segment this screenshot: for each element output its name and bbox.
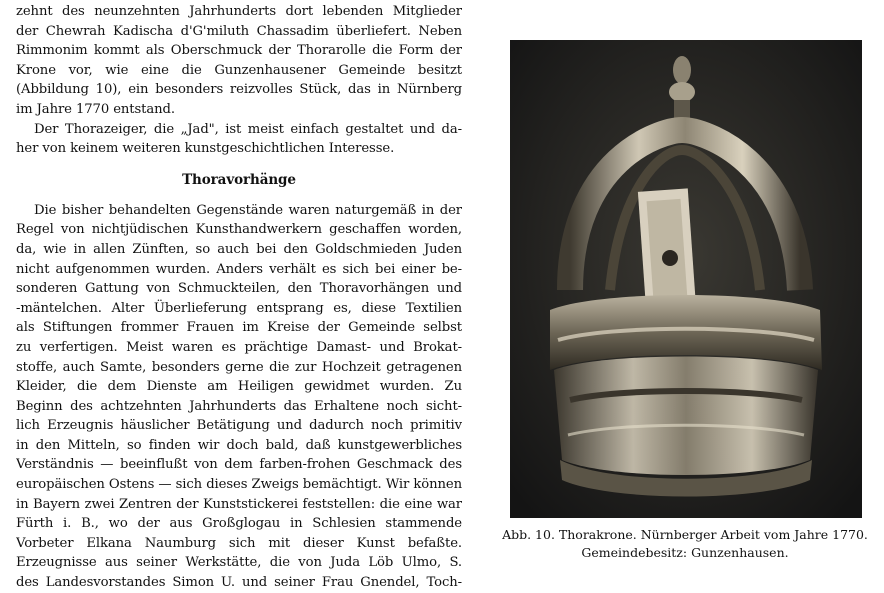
paragraph-1 xyxy=(16,2,462,120)
text-column xyxy=(16,2,462,593)
text-line: stoffe, auch Samte, besonders gerne die zur Hochzeit getragenen xyxy=(16,359,462,375)
text-line: da, wie in allen Zünften, so auch bei den Goldschmieden Juden xyxy=(16,241,462,257)
caption-line-1: Abb. 10. Thorakrone. Nürnberger Arbeit vom Jahre 1770. xyxy=(502,527,868,542)
text-line: zu verfertigen. Meist waren es prächtige Damast- und Brokat- xyxy=(16,339,462,355)
text-line: im Jahre 1770 entstand. xyxy=(16,101,175,117)
text-line: Verständnis — beeinflußt von dem farben-frohen Geschmack des xyxy=(16,457,462,473)
text-line: in Bayern zwei Zentren der Kunststickerei feststellen: die eine war xyxy=(16,496,462,512)
text-line: in den Mitteln, so finden wir doch bald, daß kunstgewerbliches xyxy=(16,437,462,453)
text-line: Die bisher behandelten Gegenstände waren naturgemäß in der xyxy=(34,202,462,218)
text-line: (Abbildung 10), ein besonders reizvolles Stück, das in Nürnberg xyxy=(16,82,462,98)
paragraph-2 xyxy=(16,120,462,159)
text-line: lich Erzeugnis häuslicher Betätigung und dadurch noch primitiv xyxy=(16,418,462,434)
section-heading: Thoravorhänge xyxy=(182,171,296,188)
text-line: Fürth i. B., wo der aus Großglogau in Schlesien stammende xyxy=(16,516,462,532)
text-line: Rimmonim kommt als Oberschmuck der Thorarolle die Form der xyxy=(16,43,462,59)
caption-line-2: Gemeindebesitz: Gunzenhausen. xyxy=(581,545,789,560)
text-line: Vorbeter Elkana Naumburg sich mit dieser Kunst befaßte. xyxy=(16,535,462,551)
torah-crown-photo xyxy=(510,40,862,518)
text-line: -mäntelchen. Alter Überlieferung entsprang es, diese Textilien xyxy=(16,300,462,316)
figure-caption xyxy=(494,526,876,562)
text-line: der Chewrah Kadischa d'G'miluth Chassadim überliefert. Neben xyxy=(16,23,462,39)
text-line: europäischen Ostens — sich dieses Zweigs bemächtigt. Wir können xyxy=(16,477,462,493)
text-line: sonderen Gattung von Schmuckteilen, den Thoravorhängen und xyxy=(16,281,462,297)
text-line: Erzeugnisse aus seiner Werkstätte, die von Juda Löb Ulmo, S. xyxy=(16,555,462,571)
text-line: zehnt des neunzehnten Jahrhunderts dort lebenden Mitglieder xyxy=(16,4,462,19)
text-line: Kleider, die dem Dienste am Heiligen gewidmet wurden. Zu xyxy=(16,379,462,395)
text-line: Regel von nichtjüdischen Kunsthandwerkern geschaffen worden, xyxy=(16,222,462,238)
paragraph-3 xyxy=(16,201,462,593)
text-line: Krone vor, wie eine die Gunzenhausener Gemeinde besitzt xyxy=(16,62,462,78)
text-line: Beginn des achtzehnten Jahrhunderts das Erhaltene noch sicht- xyxy=(16,398,462,414)
text-line: her von keinem weiteren kunstgeschichtlichen Interesse. xyxy=(16,141,395,157)
text-line: des Landesvorstandes Simon U. und seiner Frau Gnendel, Toch- xyxy=(16,575,462,591)
text-line: Der Thorazeiger, die „Jad", ist meist einfach gestaltet und da- xyxy=(34,121,462,137)
text-line: nicht aufgenommen wurden. Anders verhält es sich bei einer be- xyxy=(16,261,462,277)
crown-illustration xyxy=(510,40,862,518)
text-line: als Stiftungen frommer Frauen im Kreise der Gemeinde selbst xyxy=(16,320,462,336)
